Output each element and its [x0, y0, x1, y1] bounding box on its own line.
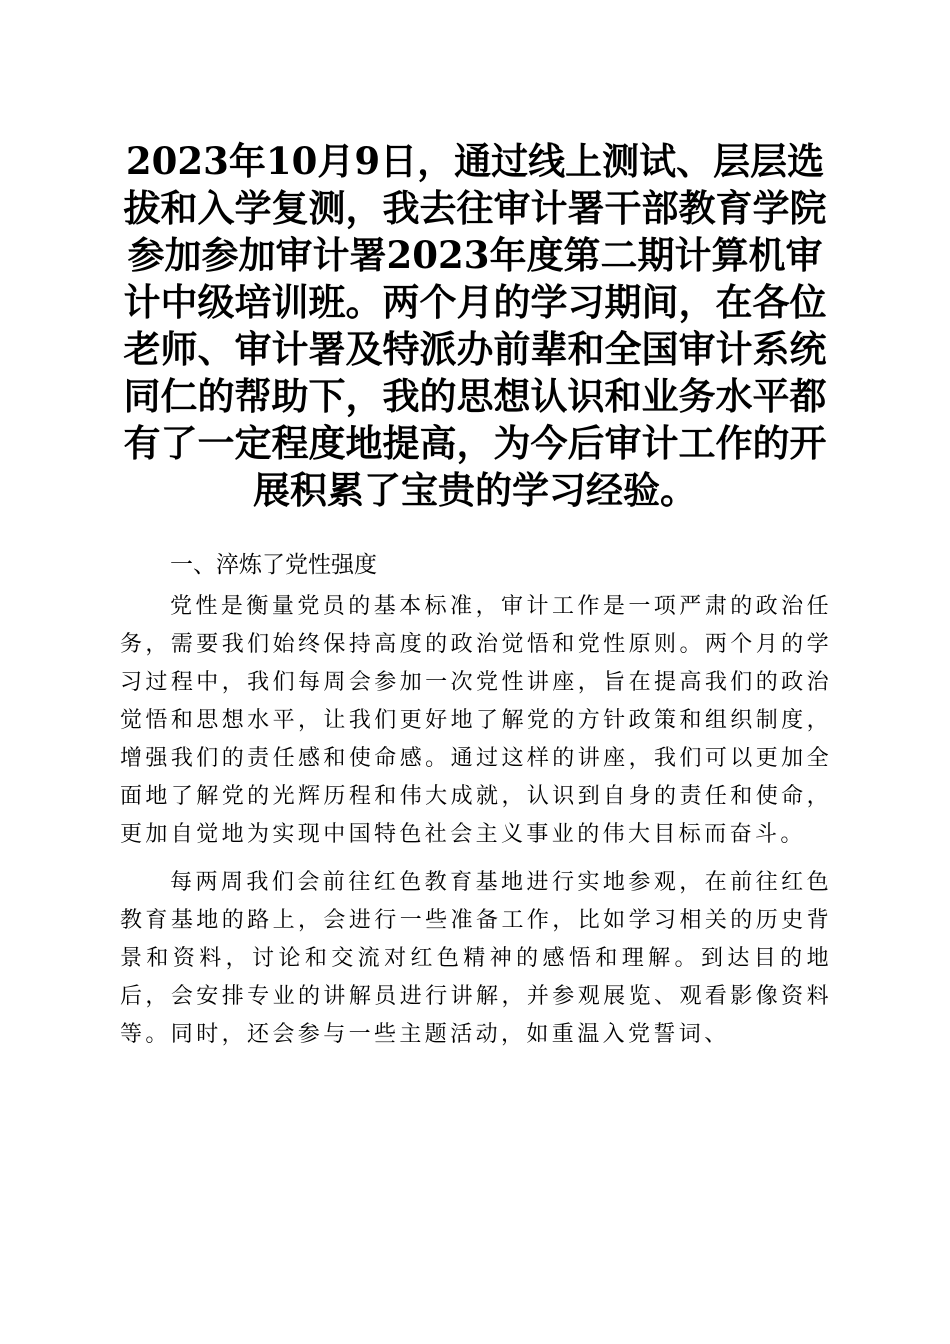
body-paragraph: 每两周我们会前往红色教育基地进行实地参观，在前往红色教育基地的路上，会进行一些准备工作，比如学习相关的历史背景和资料，讨论和交流对红色精神的感悟和理解。到达目的地后，会安排专业的讲解员进行讲解，并参观展览、观看影像资料等。同时，还会参与一些主题活动，如重温入党誓词、	[120, 870, 832, 1047]
document-title: 2023年10月9日，通过线上测试、层层选拔和入学复测，我去往审计署干部教育学院参加参加审计署2023年度第二期计算机审计中级培训班。两个月的学习期间，在各位老师、审计署及特派办前辈和全国审计系统同仁的帮助下，我的思想认识和业务水平都有了一定程度地提高，为今后审计工作的开展积累了宝贵的学习经验。	[123, 139, 827, 512]
body-paragraph: 党性是衡量党员的基本标准，审计工作是一项严肃的政治任务，需要我们始终保持高度的政治觉悟和党性原则。两个月的学习过程中，我们每周会参加一次党性讲座，旨在提高我们的政治觉悟和思想水平，让我们更好地了解党的方针政策和组织制度，增强我们的责任感和使命感。通过这样的讲座，我们可以更加全面地了解党的光辉历程和伟大成就，认识到自身的责任和使命，更加自觉地为实现中国特色社会主义事业的伟大目标而奋斗。	[120, 594, 832, 847]
section-heading: 一、淬炼了党性强度	[170, 552, 377, 578]
document-body	[120, 548, 832, 1064]
